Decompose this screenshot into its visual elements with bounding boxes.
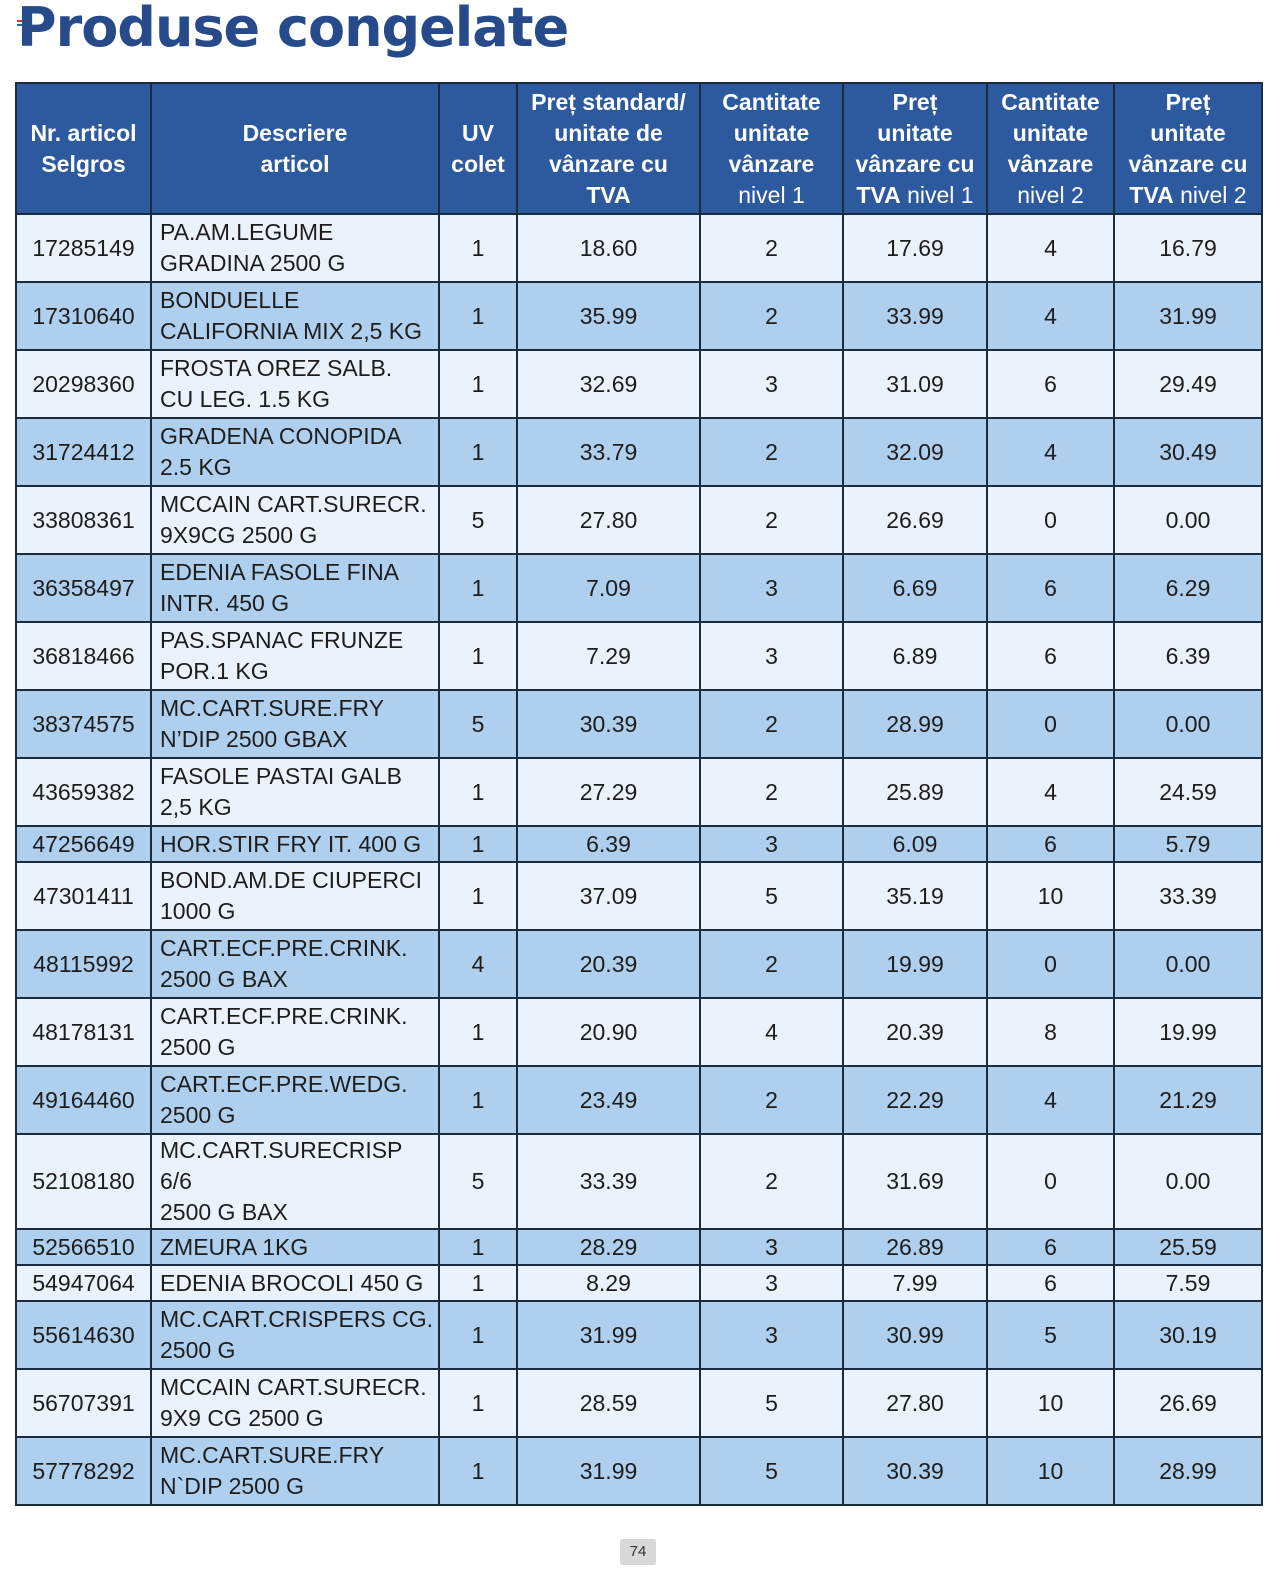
cell-uv-colet: 1 [439, 282, 517, 350]
cell-pret-nivel-1: 6.89 [843, 622, 987, 690]
cell-descriere: CART.ECF.PRE.CRINK. 2500 G BAX [151, 930, 439, 998]
cell-nr-articol: 56707391 [16, 1369, 151, 1437]
cell-pret-nivel-1: 26.69 [843, 486, 987, 554]
cell-uv-colet: 5 [439, 690, 517, 758]
cell-pret-standard: 18.60 [517, 214, 700, 282]
cell-cantitate-nivel-2: 6 [987, 622, 1114, 690]
cell-uv-colet: 1 [439, 214, 517, 282]
cell-cantitate-nivel-2: 0 [987, 486, 1114, 554]
table-row [16, 1229, 1262, 1265]
cell-cantitate-nivel-1: 2 [700, 930, 843, 998]
cell-pret-nivel-1: 25.89 [843, 758, 987, 826]
cell-cantitate-nivel-1: 2 [700, 1066, 843, 1134]
cell-pret-standard: 27.80 [517, 486, 700, 554]
cell-pret-nivel-1: 20.39 [843, 998, 987, 1066]
cell-pret-nivel-2: 21.29 [1114, 1066, 1262, 1134]
cell-pret-nivel-2: 7.59 [1114, 1265, 1262, 1301]
cell-uv-colet: 1 [439, 554, 517, 622]
cell-descriere: EDENIA FASOLE FINA INTR. 450 G [151, 554, 439, 622]
cell-pret-nivel-1: 31.09 [843, 350, 987, 418]
cell-nr-articol: 47256649 [16, 826, 151, 862]
cell-cantitate-nivel-1: 5 [700, 1369, 843, 1437]
cell-pret-nivel-2: 33.39 [1114, 862, 1262, 930]
table-row [16, 282, 1262, 350]
page-number: 74 [620, 1539, 656, 1565]
cell-cantitate-nivel-1: 5 [700, 862, 843, 930]
cell-nr-articol: 17310640 [16, 282, 151, 350]
cell-cantitate-nivel-2: 10 [987, 1437, 1114, 1505]
header-pret-nivel-2: Preț unitate vânzare cu TVA nivel 2 [1114, 83, 1262, 214]
cell-nr-articol: 36358497 [16, 554, 151, 622]
cell-pret-nivel-1: 6.09 [843, 826, 987, 862]
cell-pret-nivel-2: 24.59 [1114, 758, 1262, 826]
table-row [16, 1301, 1262, 1369]
table-row [16, 862, 1262, 930]
cell-pret-standard: 27.29 [517, 758, 700, 826]
cell-descriere: GRADENA CONOPIDA 2.5 KG [151, 418, 439, 486]
header-cantitate-nivel-1: Cantitate unitate vânzare nivel 1 [700, 83, 843, 214]
cell-uv-colet: 1 [439, 1265, 517, 1301]
table-row [16, 214, 1262, 282]
cell-nr-articol: 52566510 [16, 1229, 151, 1265]
cell-pret-nivel-2: 31.99 [1114, 282, 1262, 350]
cell-cantitate-nivel-1: 2 [700, 690, 843, 758]
cell-nr-articol: 48115992 [16, 930, 151, 998]
cell-uv-colet: 1 [439, 826, 517, 862]
cell-nr-articol: 31724412 [16, 418, 151, 486]
header-descriere: Descriere articol [151, 83, 439, 214]
cell-pret-standard: 33.39 [517, 1134, 700, 1229]
cell-descriere: FASOLE PASTAI GALB 2,5 KG [151, 758, 439, 826]
table-row [16, 350, 1262, 418]
cell-uv-colet: 1 [439, 1066, 517, 1134]
cell-pret-nivel-2: 19.99 [1114, 998, 1262, 1066]
cell-nr-articol: 20298360 [16, 350, 151, 418]
cell-uv-colet: 1 [439, 622, 517, 690]
cell-cantitate-nivel-1: 5 [700, 1437, 843, 1505]
cell-cantitate-nivel-2: 4 [987, 418, 1114, 486]
table-row [16, 758, 1262, 826]
cell-pret-standard: 20.90 [517, 998, 700, 1066]
cell-pret-nivel-1: 19.99 [843, 930, 987, 998]
cell-uv-colet: 1 [439, 1437, 517, 1505]
cell-pret-nivel-2: 0.00 [1114, 1134, 1262, 1229]
table-row [16, 690, 1262, 758]
table-row [16, 1369, 1262, 1437]
cell-pret-nivel-2: 25.59 [1114, 1229, 1262, 1265]
cell-uv-colet: 4 [439, 930, 517, 998]
cell-nr-articol: 17285149 [16, 214, 151, 282]
cell-uv-colet: 5 [439, 486, 517, 554]
cell-pret-nivel-1: 35.19 [843, 862, 987, 930]
cell-pret-nivel-1: 30.99 [843, 1301, 987, 1369]
cell-descriere: FROSTA OREZ SALB. CU LEG. 1.5 KG [151, 350, 439, 418]
cell-pret-nivel-1: 6.69 [843, 554, 987, 622]
cell-uv-colet: 1 [439, 350, 517, 418]
cell-cantitate-nivel-2: 4 [987, 214, 1114, 282]
cell-cantitate-nivel-2: 0 [987, 930, 1114, 998]
cell-cantitate-nivel-1: 2 [700, 758, 843, 826]
cell-pret-standard: 37.09 [517, 862, 700, 930]
table-row [16, 930, 1262, 998]
table-row [16, 1437, 1262, 1505]
cell-cantitate-nivel-2: 8 [987, 998, 1114, 1066]
cell-pret-nivel-2: 0.00 [1114, 930, 1262, 998]
cell-nr-articol: 57778292 [16, 1437, 151, 1505]
products-table [15, 82, 1263, 1506]
cell-descriere: CART.ECF.PRE.CRINK. 2500 G [151, 998, 439, 1066]
table-row [16, 1265, 1262, 1301]
cell-pret-nivel-2: 0.00 [1114, 486, 1262, 554]
cell-cantitate-nivel-1: 3 [700, 1229, 843, 1265]
cell-nr-articol: 48178131 [16, 998, 151, 1066]
cell-nr-articol: 49164460 [16, 1066, 151, 1134]
cell-cantitate-nivel-2: 6 [987, 554, 1114, 622]
cell-cantitate-nivel-2: 4 [987, 758, 1114, 826]
cell-pret-nivel-1: 33.99 [843, 282, 987, 350]
cell-pret-standard: 23.49 [517, 1066, 700, 1134]
cell-descriere: BOND.AM.DE CIUPERCI 1000 G [151, 862, 439, 930]
cell-pret-standard: 7.09 [517, 554, 700, 622]
cell-cantitate-nivel-2: 0 [987, 690, 1114, 758]
cell-uv-colet: 1 [439, 1301, 517, 1369]
cell-descriere: HOR.STIR FRY IT. 400 G [151, 826, 439, 862]
cell-cantitate-nivel-1: 2 [700, 486, 843, 554]
cell-pret-nivel-2: 29.49 [1114, 350, 1262, 418]
cell-cantitate-nivel-2: 10 [987, 1369, 1114, 1437]
cell-cantitate-nivel-1: 3 [700, 1301, 843, 1369]
cell-nr-articol: 38374575 [16, 690, 151, 758]
cell-pret-nivel-1: 7.99 [843, 1265, 987, 1301]
cell-nr-articol: 43659382 [16, 758, 151, 826]
cell-cantitate-nivel-2: 0 [987, 1134, 1114, 1229]
cell-pret-standard: 28.29 [517, 1229, 700, 1265]
cell-pret-standard: 28.59 [517, 1369, 700, 1437]
cell-descriere: MC.CART.SURE.FRY N’DIP 2500 GBAX [151, 690, 439, 758]
cell-pret-nivel-1: 22.29 [843, 1066, 987, 1134]
cell-pret-nivel-1: 32.09 [843, 418, 987, 486]
table-row [16, 826, 1262, 862]
cell-pret-nivel-2: 28.99 [1114, 1437, 1262, 1505]
table-row [16, 554, 1262, 622]
header-pret-standard: Preț standard/ unitate de vânzare cu TVA [517, 83, 700, 214]
cell-cantitate-nivel-1: 3 [700, 826, 843, 862]
cell-pret-nivel-2: 5.79 [1114, 826, 1262, 862]
cell-descriere: MC.CART.SURECRISP 6/6 2500 G BAX [151, 1134, 439, 1229]
header-nr-articol: Nr. articol Selgros [16, 83, 151, 214]
cell-cantitate-nivel-1: 2 [700, 418, 843, 486]
cell-pret-nivel-1: 28.99 [843, 690, 987, 758]
cell-pret-standard: 6.39 [517, 826, 700, 862]
cell-pret-standard: 31.99 [517, 1301, 700, 1369]
cell-cantitate-nivel-2: 5 [987, 1301, 1114, 1369]
cell-nr-articol: 55614630 [16, 1301, 151, 1369]
cell-cantitate-nivel-1: 4 [700, 998, 843, 1066]
cell-pret-nivel-2: 6.29 [1114, 554, 1262, 622]
cell-uv-colet: 1 [439, 758, 517, 826]
table-row [16, 1134, 1262, 1229]
cell-descriere: MC.CART.CRISPERS CG. 2500 G [151, 1301, 439, 1369]
header-pret-nivel-1: Preț unitate vânzare cu TVA nivel 1 [843, 83, 987, 214]
cell-nr-articol: 33808361 [16, 486, 151, 554]
cell-pret-nivel-2: 30.49 [1114, 418, 1262, 486]
page-title: Produse congelate [17, 0, 569, 59]
cell-cantitate-nivel-1: 3 [700, 350, 843, 418]
cell-pret-standard: 20.39 [517, 930, 700, 998]
cell-pret-standard: 32.69 [517, 350, 700, 418]
cell-cantitate-nivel-2: 6 [987, 1229, 1114, 1265]
cell-uv-colet: 1 [439, 1229, 517, 1265]
table-row [16, 418, 1262, 486]
cell-cantitate-nivel-2: 6 [987, 826, 1114, 862]
cell-pret-nivel-2: 0.00 [1114, 690, 1262, 758]
table-row [16, 622, 1262, 690]
cell-uv-colet: 1 [439, 1369, 517, 1437]
cell-descriere: PAS.SPANAC FRUNZE POR.1 KG [151, 622, 439, 690]
table-row [16, 1066, 1262, 1134]
cell-pret-nivel-2: 30.19 [1114, 1301, 1262, 1369]
table-row [16, 486, 1262, 554]
cell-pret-standard: 33.79 [517, 418, 700, 486]
cell-uv-colet: 1 [439, 862, 517, 930]
cell-cantitate-nivel-2: 10 [987, 862, 1114, 930]
cell-nr-articol: 36818466 [16, 622, 151, 690]
cell-pret-nivel-2: 6.39 [1114, 622, 1262, 690]
cell-descriere: ZMEURA 1KG [151, 1229, 439, 1265]
cell-cantitate-nivel-1: 2 [700, 282, 843, 350]
cell-nr-articol: 52108180 [16, 1134, 151, 1229]
cell-pret-nivel-2: 16.79 [1114, 214, 1262, 282]
cell-cantitate-nivel-2: 6 [987, 1265, 1114, 1301]
cell-cantitate-nivel-1: 3 [700, 622, 843, 690]
cell-pret-standard: 31.99 [517, 1437, 700, 1505]
cell-pret-nivel-2: 26.69 [1114, 1369, 1262, 1437]
cell-descriere: EDENIA BROCOLI 450 G [151, 1265, 439, 1301]
header-cantitate-nivel-2: Cantitate unitate vânzare nivel 2 [987, 83, 1114, 214]
header-uv-colet: UV colet [439, 83, 517, 214]
cell-cantitate-nivel-2: 6 [987, 350, 1114, 418]
cell-pret-standard: 8.29 [517, 1265, 700, 1301]
cell-uv-colet: 1 [439, 998, 517, 1066]
cell-cantitate-nivel-2: 4 [987, 282, 1114, 350]
cell-pret-nivel-1: 31.69 [843, 1134, 987, 1229]
cell-pret-nivel-1: 30.39 [843, 1437, 987, 1505]
cell-descriere: MCCAIN CART.SURECR. 9X9CG 2500 G [151, 486, 439, 554]
cell-pret-standard: 7.29 [517, 622, 700, 690]
cell-descriere: PA.AM.LEGUME GRADINA 2500 G [151, 214, 439, 282]
cell-descriere: CART.ECF.PRE.WEDG. 2500 G [151, 1066, 439, 1134]
cell-cantitate-nivel-1: 2 [700, 1134, 843, 1229]
cell-pret-nivel-1: 26.89 [843, 1229, 987, 1265]
cell-pret-nivel-1: 27.80 [843, 1369, 987, 1437]
cell-cantitate-nivel-1: 3 [700, 1265, 843, 1301]
cell-uv-colet: 1 [439, 418, 517, 486]
cell-descriere: BONDUELLE CALIFORNIA MIX 2,5 KG [151, 282, 439, 350]
cell-descriere: MC.CART.SURE.FRY N`DIP 2500 G [151, 1437, 439, 1505]
cell-uv-colet: 5 [439, 1134, 517, 1229]
cell-pret-standard: 35.99 [517, 282, 700, 350]
cell-pret-nivel-1: 17.69 [843, 214, 987, 282]
cell-descriere: MCCAIN CART.SURECR. 9X9 CG 2500 G [151, 1369, 439, 1437]
cell-pret-standard: 30.39 [517, 690, 700, 758]
table-header-row [16, 83, 1262, 214]
cell-nr-articol: 54947064 [16, 1265, 151, 1301]
cell-cantitate-nivel-1: 2 [700, 214, 843, 282]
cell-cantitate-nivel-2: 4 [987, 1066, 1114, 1134]
table-row [16, 998, 1262, 1066]
cell-cantitate-nivel-1: 3 [700, 554, 843, 622]
cell-nr-articol: 47301411 [16, 862, 151, 930]
